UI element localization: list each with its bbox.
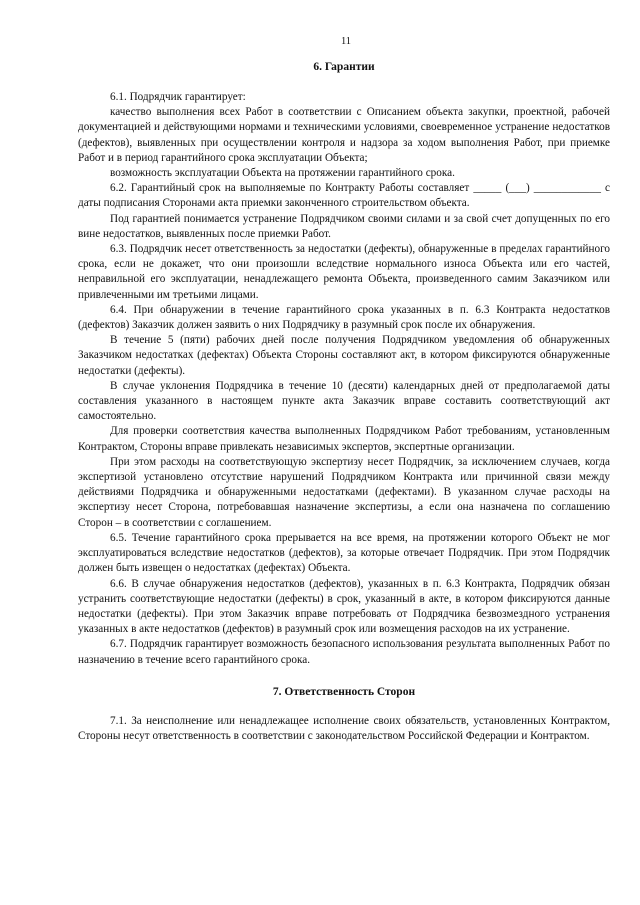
paragraph: 6.2. Гарантийный срок на выполняемые по Контракту Работы составляет _____ (___) ____________ с даты подписания Сторонами акта приемки законченного строительством объекта. <box>78 182 610 210</box>
page-number: 11 <box>340 36 352 47</box>
paragraph: 6.3. Подрядчик несет ответственность за недостатки (дефекты), обнаруженные в пределах гарантийного срока, если не докажет, что они произошли вследствие нормального износа Объекта или его частей, неправильной его эксплуатации, ненадлежащего ремонта Объекта, произведенного самим Заказчиком или привлеченными им третьими лицами. <box>78 243 610 301</box>
paragraph: Для проверки соответствия качества выполненных Подрядчиком Работ требованиям, установленным Контрактом, Стороны вправе привлекать независимых экспертов, экспертные организации. <box>78 425 610 453</box>
paragraph: Под гарантией понимается устранение Подрядчиком своими силами и за свой счет допущенных по его вине недостатков, выявленных после приемки Работ. <box>78 212 610 240</box>
paragraph: 6.6. В случае обнаружения недостатков (дефектов), указанных в п. 6.3 Контракта, Подрядчик обязан устранить соответствующие недостатки (дефекты) в срок, указанный в акте, в котором фиксируются данные недостатки (дефекты). При этом Заказчик вправе потребовать от Подрядчика безвозмездного устранения указанных в акте недостатков (дефектов) в разумный срок или возмещения расходов на их устранение. <box>78 577 610 636</box>
paragraph: 6.5. Течение гарантийного срока прерывается на все время, на протяжении которого Объект не мог эксплуатироваться вследствие недостатков (дефектов), за которые отвечает Подрядчик. При этом Подрядчик должен быть извещен о недостатках (дефектах) Объекта. <box>78 531 610 575</box>
paragraph: 7.1. За неисполнение или ненадлежащее исполнение своих обязательств, установленных Контрактом, Стороны несут ответственность в соответствии с законодательством Российской Федерации и Контрактом. <box>78 714 610 742</box>
section-title-guarantees: 6. Гарантии <box>313 61 375 73</box>
paragraph: качество выполнения всех Работ в соответствии с Описанием объекта закупки, проектной, рабочей документацией и действующими нормами и техническими условиями, своевременное устранение недостатков (дефектов), выявленных при осуществлении контроля и надзора за ходом выполнения Работ, при приемке Работ и в период гарантийного срока эксплуатации Объекта; <box>78 106 610 164</box>
paragraph: В случае уклонения Подрядчика в течение 10 (десяти) календарных дней от предполагаемой даты составления указанного в настоящем пункте акта Заказчик вправе составить соответствующий акт самостоятельно. <box>78 379 610 423</box>
paragraph: возможность эксплуатации Объекта на протяжении гарантийного срока. <box>110 167 455 180</box>
paragraph: 6.1. Подрядчик гарантирует: <box>110 91 246 103</box>
section-body-guarantees <box>78 90 610 668</box>
section-title-liability: 7. Ответственность Сторон <box>272 685 416 698</box>
paragraph: В течение 5 (пяти) рабочих дней после получения Подрядчиком уведомления об обнаруженных Заказчиком недостатках (дефектах) Объекта Стороны составляют акт, в котором фиксируются обнаруженные недостатки (дефекты). <box>78 334 610 377</box>
paragraph: 6.4. При обнаружении в течение гарантийного срока указанных в п. 6.3 Контракта недостатков (дефектов) Заказчик должен заявить о них Подрядчику в разумный срок после их обнаружения. <box>78 303 610 332</box>
paragraph: 6.7. Подрядчик гарантирует возможность безопасного использования результата выполненных Работ по назначению в течение всего гарантийного срока. <box>78 638 610 666</box>
paragraph: При этом расходы на соответствующую экспертизу несет Подрядчик, за исключением случаев, когда экспертизой установлено отсутствие нарушений Подрядчиком Контракта или причинной связи между действиями Подрядчика и обнаруженными недостатками (дефектами). В указанном случае расходы на экспертизу несет Сторона, потребовавшая назначение экспертизы, а если она назначена по соглашению Сторон – в соответствии с соглашением. <box>78 455 610 529</box>
section-body-liability <box>78 714 610 744</box>
